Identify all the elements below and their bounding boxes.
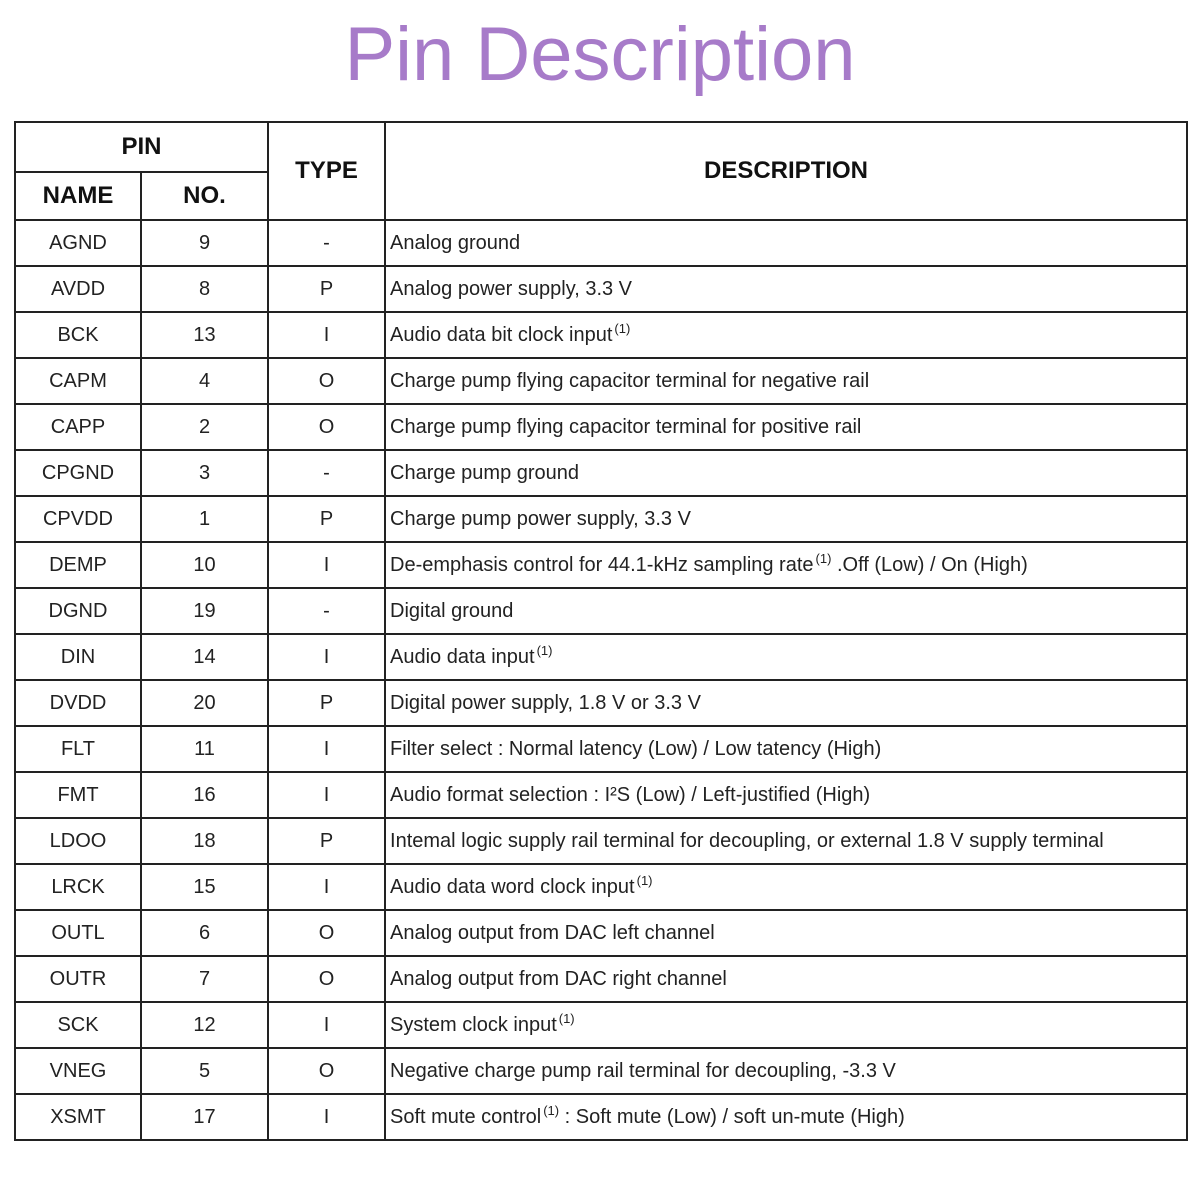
pin-number-cell: 4 [141,358,268,404]
header-no: NO. [141,172,268,220]
pin-name-cell: SCK [15,1002,141,1048]
pin-type-cell: I [268,634,385,680]
pin-name-cell: DIN [15,634,141,680]
table-row [15,772,1187,818]
table-row [15,542,1187,588]
description-text: Filter select : Normal latency (Low) / Low tatency (High) [390,737,882,760]
pin-name-cell: DVDD [15,680,141,726]
pin-type-cell: O [268,404,385,450]
pin-number-cell: 13 [141,312,268,358]
pin-description-cell [385,818,1187,864]
footnote-marker: (1) [543,1102,560,1118]
pin-name-cell: BCK [15,312,141,358]
pin-number-cell: 19 [141,588,268,634]
pin-number-cell: 8 [141,266,268,312]
pin-type-cell: P [268,496,385,542]
pin-name-cell: CAPM [15,358,141,404]
pin-type-cell: - [268,450,385,496]
pin-rows [15,220,1187,1140]
description-text: Analog ground [390,231,521,254]
table-row [15,496,1187,542]
pin-number-cell: 12 [141,1002,268,1048]
table-header-row-top [15,122,1187,172]
pin-number-cell: 17 [141,1094,268,1140]
pin-number-cell: 2 [141,404,268,450]
pin-name-cell: DEMP [15,542,141,588]
description-text: Audio data word clock input [390,875,635,898]
pin-number-cell: 20 [141,680,268,726]
pin-type-cell: I [268,726,385,772]
pin-type-cell: P [268,266,385,312]
pin-name-cell: LDOO [15,818,141,864]
table-row [15,864,1187,910]
pin-description-cell [385,496,1187,542]
pin-name-cell: CPGND [15,450,141,496]
pin-description-cell [385,1002,1187,1048]
description-text: Soft mute control [390,1105,542,1128]
header-name: NAME [15,172,141,220]
pin-type-cell: - [268,220,385,266]
page-title: Pin Description [344,12,856,97]
pin-number-cell: 7 [141,956,268,1002]
pin-type-cell: I [268,1094,385,1140]
description-text-continued: .Off (Low) / On (High) [831,553,1028,576]
pin-type-cell: O [268,956,385,1002]
table-row [15,634,1187,680]
pin-type-cell: I [268,1002,385,1048]
pin-name-cell: CAPP [15,404,141,450]
pin-number-cell: 3 [141,450,268,496]
description-text: Audio data input [390,645,535,668]
pin-number-cell: 1 [141,496,268,542]
pin-description-cell [385,910,1187,956]
table-row [15,220,1187,266]
pin-description-cell [385,404,1187,450]
pin-description-cell [385,588,1187,634]
pin-name-cell: DGND [15,588,141,634]
footnote-marker: (1) [815,550,832,566]
table-row [15,358,1187,404]
pin-description-table [14,121,1188,1141]
pin-type-cell: I [268,772,385,818]
pin-description-cell [385,956,1187,1002]
description-text: Charge pump flying capacitor terminal for positive rail [390,415,862,438]
pin-number-cell: 6 [141,910,268,956]
pin-type-cell: P [268,680,385,726]
pin-type-cell: O [268,910,385,956]
description-text: Digital power supply, 1.8 V or 3.3 V [390,691,701,714]
pin-number-cell: 10 [141,542,268,588]
pin-type-cell: O [268,358,385,404]
pin-description-cell [385,312,1187,358]
pin-type-cell: I [268,542,385,588]
pin-type-cell: - [268,588,385,634]
table-row [15,680,1187,726]
description-text: Digital ground [390,599,514,622]
table-row [15,1048,1187,1094]
pin-number-cell: 15 [141,864,268,910]
pin-name-cell: OUTL [15,910,141,956]
pin-description-cell [385,634,1187,680]
pin-number-cell: 9 [141,220,268,266]
pin-name-cell: XSMT [15,1094,141,1140]
pin-number-cell: 16 [141,772,268,818]
footnote-marker: (1) [636,872,653,888]
pin-name-cell: FLT [15,726,141,772]
table-row [15,910,1187,956]
description-text: Intemal logic supply rail terminal for decoupling, or external 1.8 V supply terminal [390,829,1104,852]
pin-name-cell: AGND [15,220,141,266]
footnote-marker: (1) [558,1010,575,1026]
pin-number-cell: 11 [141,726,268,772]
description-text: De-emphasis control for 44.1-kHz sampling rate [390,553,814,576]
pin-name-cell: VNEG [15,1048,141,1094]
pin-name-cell: AVDD [15,266,141,312]
pin-type-cell: I [268,864,385,910]
pin-type-cell: O [268,1048,385,1094]
description-text: Charge pump power supply, 3.3 V [390,507,691,530]
pin-type-cell: P [268,818,385,864]
pin-description-cell [385,266,1187,312]
pin-name-cell: OUTR [15,956,141,1002]
description-text: Analog output from DAC right channel [390,967,727,990]
pin-description-cell [385,864,1187,910]
pin-name-cell: FMT [15,772,141,818]
pin-number-cell: 18 [141,818,268,864]
description-text: Analog output from DAC left channel [390,921,715,944]
table-row [15,588,1187,634]
pin-description-cell [385,220,1187,266]
pin-type-cell: I [268,312,385,358]
table-row [15,818,1187,864]
table-row [15,266,1187,312]
pin-description-cell [385,450,1187,496]
description-text: Analog power supply, 3.3 V [390,277,633,300]
table-row [15,726,1187,772]
pin-name-cell: LRCK [15,864,141,910]
pin-number-cell: 14 [141,634,268,680]
table-row [15,1094,1187,1140]
pin-description-cell [385,1094,1187,1140]
header-pin: PIN [15,122,268,172]
pin-name-cell: CPVDD [15,496,141,542]
pin-description-cell [385,726,1187,772]
description-text: Negative charge pump rail terminal for decoupling, -3.3 V [390,1059,896,1082]
description-text: System clock input [390,1013,557,1036]
header-description: DESCRIPTION [385,122,1187,220]
table-row [15,450,1187,496]
pin-description-cell [385,680,1187,726]
table-row [15,956,1187,1002]
pin-description-cell [385,358,1187,404]
pin-description-cell [385,1048,1187,1094]
pin-description-cell [385,542,1187,588]
description-text: Audio data bit clock input [390,323,613,346]
header-type: TYPE [268,122,385,220]
footnote-marker: (1) [536,642,553,658]
description-text: Charge pump ground [390,461,580,484]
description-text: Audio format selection : I²S (Low) / Left-justified (High) [390,783,871,806]
description-text-continued: : Soft mute (Low) / soft un-mute (High) [559,1105,905,1128]
description-text: Charge pump flying capacitor terminal for negative rail [390,369,870,392]
table-row [15,312,1187,358]
pin-number-cell: 5 [141,1048,268,1094]
footnote-marker: (1) [614,320,631,336]
pin-description-cell [385,772,1187,818]
table-row [15,1002,1187,1048]
table-row [15,404,1187,450]
